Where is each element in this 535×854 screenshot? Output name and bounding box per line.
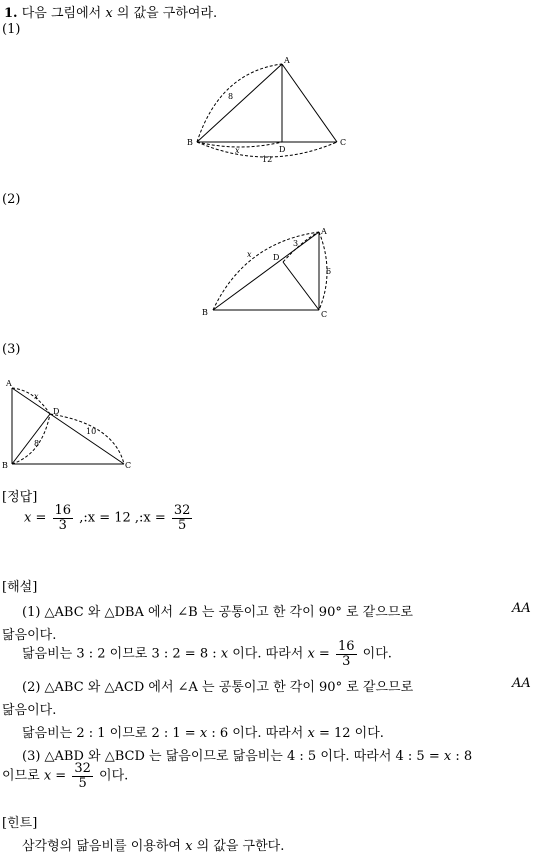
solution-p2-aa: AA [512,676,531,691]
answer-fraction-1: $\frac{16}{3}$ [54,503,72,533]
fig2-vertex-A: A [321,227,327,236]
fig3-vertex-C: C [125,461,132,470]
fig1-side-AC [282,64,337,142]
fig3-label-10: 10 [86,427,97,436]
fig2-side-AB [213,232,319,310]
answer-eq: = [35,510,47,526]
solution-p1-line2: 닮음이다. [2,628,57,643]
fig2-vertex-C: C [321,310,328,319]
fig1-side-AB [197,64,282,142]
solution-p3-line1: (3) △ABD 와 △BCD 는 닮음이므로 닮음비는 4 : 5 이다. 따라서 4 : 5 = x : 8 [22,749,473,764]
solution-p2-line1: (2) △ABC 와 △ACD 에서 ∠A 는 공통이고 한 각이 90° 로 같으므로 [22,680,414,695]
fig3-side-AC [12,388,124,464]
answer-var: x [24,510,32,526]
solution-p2-line2: 닮음이다. [2,703,57,718]
figure-2-diagram [195,222,340,320]
fig3-altitude-BD [12,414,50,464]
figure-1-label: (1) [2,22,21,37]
answer-line [24,504,194,532]
solution-p1-fraction: $\frac{16}{3}$ [337,639,355,669]
fig3-vertex-B: B [2,461,8,470]
problem-number: 1. [4,6,18,21]
solution-p1-aa: AA [512,601,531,616]
fig3-vertex-D: D [53,407,60,416]
answer-middle: ,:x = 12 ,:x = [79,510,166,526]
fig1-vertex-A: A [284,56,290,65]
fig2-label-x: x [247,250,252,259]
fig1-label-x: x [235,146,240,155]
solution-p2-line3: 닮음비는 2 : 1 이므로 2 : 1 = x : 6 이다. 따라서 x = 12 이다. [22,726,384,741]
problem-statement [4,2,217,21]
fig1-vertex-D: D [279,145,286,154]
solution-heading: [해설] [2,580,38,595]
solution-p1-line3: 닮음비는 3 : 2 이므로 3 : 2 = 8 : x 이다. 따라서 x = $\frac{16}{3}$ 이다. [22,639,392,669]
fig3-label-x: x [34,392,39,401]
fig1-label-8: 8 [228,92,234,101]
solution-p3-fraction: $\frac{32}{5}$ [74,761,91,791]
figure-3-diagram [2,374,134,472]
hint-text: 삼각형의 닮음비를 이용하여 x 의 값을 구한다. [22,839,285,854]
answer-heading: [정답] [2,490,38,505]
fig2-label-6: 6 [326,267,332,276]
fig3-vertex-A: A [6,379,12,388]
solution-p1-line1: (1) △ABC 와 △DBA 에서 ∠B 는 공통이고 한 각이 90° 로 같으므로 [22,605,413,620]
figure-3-label: (3) [2,342,21,357]
figure-1-diagram [180,52,355,167]
question-text-post: 의 값을 구하여라. [116,6,218,21]
figure-2-label: (2) [2,192,21,207]
fig1-label-12: 12 [262,155,273,164]
fig2-vertex-D: D [273,253,280,262]
fig1-vertex-B: B [187,138,193,147]
hint-heading: [힌트] [2,816,38,831]
solution-p3-line2: 이므로 x = $\frac{32}{5}$ 이다. [2,761,129,791]
question-var: x [105,6,113,21]
fig3-label-8: 8 [34,439,40,448]
fig2-label-3: 3 [293,239,299,248]
answer-fraction-3: $\frac{32}{5}$ [173,503,191,533]
question-text-pre: 다음 그림에서 [21,6,102,21]
fig2-vertex-B: B [202,308,208,317]
fig1-vertex-C: C [340,138,347,147]
fig2-altitude-CD [283,262,319,310]
